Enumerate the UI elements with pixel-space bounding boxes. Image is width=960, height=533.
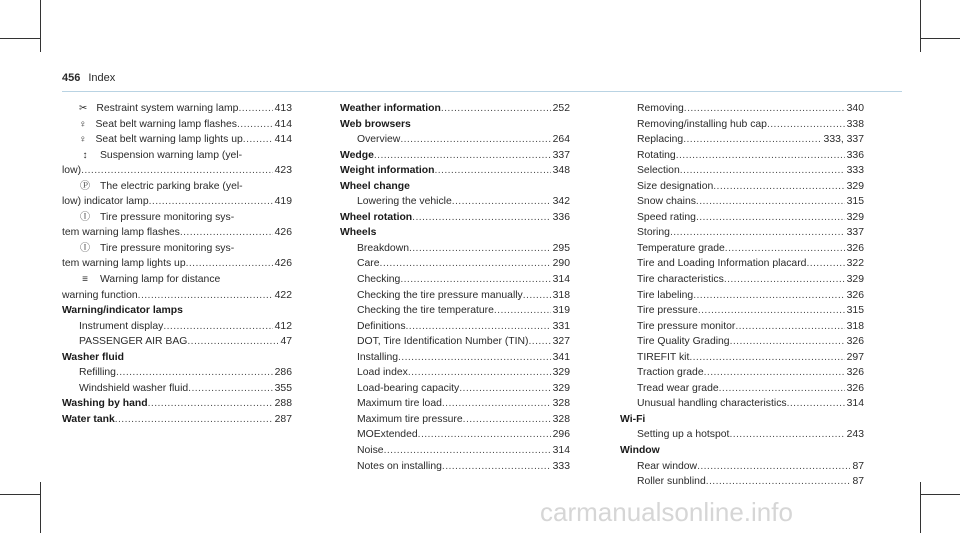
index-heading [62,396,292,412]
index-heading [340,163,570,179]
index-entry [62,148,292,164]
leader-dots [138,288,273,304]
entry-text: Warning lamp for distance [100,274,221,286]
parking-brake-icon: Ⓟ [80,180,90,192]
page-ref: 314 [552,274,570,286]
entry-text: Storing [637,227,670,239]
leader-dots [186,256,273,272]
entry-text: Maximum tire pressure [357,413,463,425]
entry-text: Tire characteristics [637,274,724,286]
index-entry [620,194,864,210]
page-ref: 329 [552,382,570,394]
page-ref: 326 [846,382,864,394]
page-ref: 322 [846,258,864,270]
leader-dots [713,179,844,195]
index-heading [340,148,570,164]
page-ref: 333 [846,165,864,177]
index-entry [62,163,292,179]
leader-dots [442,459,551,475]
page-ref: 326 [846,367,864,379]
page-ref: 314 [846,398,864,410]
page-ref: 348 [552,165,570,177]
leader-dots [730,334,845,350]
entry-text: Refilling [79,367,116,379]
page-ref: 328 [552,398,570,410]
index-heading [340,117,570,133]
index-entry [620,427,864,443]
entry-text: Lowering the vehicle [357,196,452,208]
leader-dots [149,194,273,210]
leader-dots [237,117,273,133]
tire-pressure-icon: Ⓘ [80,242,90,254]
page-ref: 314 [552,445,570,457]
leader-dots [434,163,550,179]
entry-text: Size designation [637,180,714,192]
index-entry [340,365,570,381]
index-entry [620,179,864,195]
leader-dots [441,101,551,117]
index-heading [340,101,570,117]
leader-dots [529,334,551,350]
index-entry [620,303,864,319]
leader-dots [684,101,845,117]
index-entry [340,256,570,272]
leader-dots [697,459,850,475]
leader-dots [408,365,551,381]
entry-text: Load-bearing capacity [357,382,460,394]
leader-dots [163,319,272,335]
page-ref: 423 [274,165,292,177]
leader-dots [409,241,551,257]
index-entry [340,396,570,412]
seat-belt-warning-icon: ♀ [79,134,87,146]
page-ref: 341 [552,351,570,363]
page-ref: 295 [552,242,570,254]
page-ref: 329 [846,274,864,286]
crop-mark [920,38,960,39]
entry-text: Snow chains [637,196,696,208]
leader-dots [243,132,273,148]
page-ref: 336 [846,149,864,161]
leader-dots [400,272,550,288]
crop-mark [0,494,40,495]
page-ref: 87 [852,476,864,488]
entry-text: Notes on installing [357,460,442,472]
page-ref: 419 [274,196,292,208]
entry-text: Rear window [637,460,698,472]
index-entry [62,256,292,272]
index-entry [620,288,864,304]
crop-mark [920,494,960,495]
entry-text: Wi-Fi [620,413,646,425]
entry-text: Wheel change [340,180,410,192]
page-ref: 328 [552,413,570,425]
entry-text: Tire pressure monitoring sys- [100,211,235,223]
leader-dots [696,194,845,210]
leader-dots [689,350,844,366]
index-entry [62,101,292,117]
index-heading [340,210,570,226]
index-entry [340,412,570,428]
entry-text: Removing [637,103,684,114]
index-entry [620,365,864,381]
entry-text: Tire and Loading Information placard [637,258,807,270]
entry-text: DOT, Tire Identification Number (TIN) [357,336,529,348]
leader-dots [463,412,551,428]
entry-text: Installing [357,351,399,363]
index-entry [62,241,292,257]
leader-dots [767,117,845,133]
index-entry [340,241,570,257]
suspension-warning-icon: ↕ [82,149,88,161]
index-entry [62,272,292,288]
index-heading [620,412,864,428]
leader-dots [523,288,551,304]
entry-text: Suspension warning lamp (yel- [100,149,243,161]
leader-dots [406,319,551,335]
page-ref: 426 [274,227,292,239]
page-ref: 318 [552,289,570,301]
entry-text: low) [62,165,82,177]
page-number: 456 [62,72,81,84]
index-entry [620,474,864,490]
entry-text: Seat belt warning lamp lights up [95,134,243,146]
entry-text: Checking the tire pressure manually [357,289,523,301]
leader-dots [494,303,551,319]
entry-text: Wheel rotation [340,211,413,223]
entry-text: Maximum tire load [357,398,442,410]
entry-text: Checking [357,274,401,286]
page-ref: 329 [846,211,864,223]
index-entry [620,132,864,148]
page-ref: 414 [274,118,292,130]
entry-text: Temperature grade [637,242,725,254]
leader-dots [459,381,550,397]
page-ref: 333, 337 [823,134,864,146]
crop-mark [40,0,41,52]
page-ref: 252 [552,103,570,114]
page-ref: 422 [274,289,292,301]
entry-text: Tire labeling [637,289,694,301]
entry-text: MOExtended [357,429,418,441]
leader-dots [724,272,845,288]
entry-text: Weight information [340,165,435,177]
leader-dots [188,381,273,397]
leader-dots [148,396,273,412]
watermark: carmanualsonline.info [540,497,793,527]
leader-dots [238,101,272,117]
entry-text: Definitions [357,320,406,332]
leader-dots [704,365,845,381]
leader-dots [400,132,550,148]
leader-dots [412,210,551,226]
leader-dots [706,474,851,490]
entry-text: Washer fluid [62,351,124,363]
entry-text: Removing/installing hub cap [637,118,767,130]
leader-dots [693,288,844,304]
index-entry [620,117,864,133]
page-ref: 331 [552,320,570,332]
entry-text: The electric parking brake (yel- [100,180,243,192]
entry-text: Web browsers [340,118,411,130]
leader-dots [187,334,278,350]
page-ref: 329 [846,180,864,192]
entry-text: Rotating [637,149,676,161]
entry-text: Instrument display [79,320,164,332]
section-title: Index [88,72,116,84]
leader-dots [418,427,551,443]
index-entry [620,459,864,475]
entry-text: Tire Quality Grading [637,336,730,348]
index-entry [620,319,864,335]
index-entry [340,194,570,210]
leader-dots [115,412,273,428]
entry-text: PASSENGER AIR BAG [79,336,188,348]
page-ref: 326 [846,242,864,254]
index-entry [340,319,570,335]
index-entry [62,117,292,133]
entry-text: Wedge [340,149,374,161]
leader-dots [696,210,845,226]
leader-dots [719,381,845,397]
page-ref: 338 [846,118,864,130]
distance-warning-icon: ≡ [82,274,88,286]
index-heading [62,412,292,428]
index-entry [620,256,864,272]
leader-dots [374,148,551,164]
index-heading [340,225,570,241]
header-rule [62,91,902,92]
index-heading [620,443,864,459]
entry-text: Traction grade [637,367,704,379]
entry-text: Wheels [340,227,377,239]
leader-dots [683,132,821,148]
leader-dots [735,319,844,335]
index-heading [62,303,292,319]
page-ref: 342 [552,196,570,208]
leader-dots [384,443,551,459]
page-ref: 288 [274,398,292,410]
index-entry [340,303,570,319]
entry-text: Unusual handling characteristics [637,398,787,410]
index-heading [340,179,570,195]
leader-dots [380,256,551,272]
index-column-2 [340,101,570,474]
index-entry [62,225,292,241]
page-ref: 329 [552,367,570,379]
page-ref: 318 [846,320,864,332]
index-entry [62,179,292,195]
entry-text: Care [357,258,380,270]
page-ref: 355 [274,382,292,394]
entry-text: Tire pressure monitoring sys- [100,242,235,254]
leader-dots [116,365,273,381]
page-ref: 286 [274,367,292,379]
page-ref: 414 [274,134,292,146]
entry-text: Breakdown [357,242,409,254]
page-ref: 333 [552,460,570,472]
index-entry [620,350,864,366]
index-entry [62,288,292,304]
index-entry [340,272,570,288]
entry-text: Tread wear grade [637,382,719,394]
entry-text: Warning/indicator lamps [62,305,183,317]
page-ref: 340 [846,103,864,114]
index-entry [62,194,292,210]
page-header [62,72,115,84]
index-entry [340,350,570,366]
page-ref: 426 [274,258,292,270]
index-entry [340,288,570,304]
tire-pressure-icon: Ⓘ [80,211,90,223]
leader-dots [680,163,845,179]
index-column-1 [62,101,292,427]
page-ref: 337 [846,227,864,239]
page-ref: 287 [274,413,292,425]
index-entry [62,210,292,226]
index-entry [620,241,864,257]
index-entry [620,334,864,350]
leader-dots [676,148,845,164]
page-ref: 264 [552,134,570,146]
page-ref: 326 [846,289,864,301]
index-entry [620,163,864,179]
entry-text: TIREFIT kit [637,351,690,363]
entry-text: Tire pressure monitor [637,320,736,332]
index-entry [340,459,570,475]
leader-dots [698,303,845,319]
page-ref: 336 [552,211,570,223]
index-entry [340,381,570,397]
entry-text: tem warning lamp flashes [62,227,180,239]
page-ref: 327 [552,336,570,348]
index-entry [340,427,570,443]
index-entry [340,443,570,459]
entry-text: Roller sunblind [637,476,706,488]
index-entry [340,132,570,148]
entry-text: Windshield washer fluid [79,382,189,394]
index-entry [340,334,570,350]
leader-dots [81,163,273,179]
index-entry [62,132,292,148]
page-ref: 296 [552,429,570,441]
entry-text: Weather information [340,103,441,114]
page-ref: 413 [274,103,292,114]
leader-dots [180,225,273,241]
entry-text: Checking the tire temperature [357,305,494,317]
crop-mark [0,38,40,39]
page-ref: 297 [846,351,864,363]
entry-text: Selection [637,165,680,177]
entry-text: Water tank [62,413,115,425]
page-ref: 319 [552,305,570,317]
index-heading [62,350,292,366]
index-entry [620,225,864,241]
entry-text: Overview [357,134,401,146]
index-entry [62,365,292,381]
leader-dots [452,194,551,210]
page-ref: 315 [846,196,864,208]
page-ref: 337 [552,149,570,161]
page-ref: 243 [846,429,864,441]
restraint-system-warning-icon: ✂ [79,103,88,114]
page-ref: 87 [852,460,864,472]
entry-text: Setting up a hotspot [637,429,730,441]
index-entry [620,396,864,412]
index-entry [62,319,292,335]
index-entry [620,272,864,288]
leader-dots [806,256,844,272]
seat-belt-warning-icon: ♀ [79,118,87,130]
entry-text: Speed rating [637,211,696,223]
page-ref: 412 [274,320,292,332]
index-entry [62,381,292,397]
index-entry [62,334,292,350]
crop-mark [920,482,921,533]
entry-text: low) indicator lamp [62,196,149,208]
leader-dots [729,427,844,443]
entry-text: Washing by hand [62,398,148,410]
page-ref: 290 [552,258,570,270]
index-entry [620,101,864,117]
page-ref: 47 [280,336,292,348]
entry-text: Noise [357,445,384,457]
entry-text: Window [620,445,660,457]
leader-dots [670,225,845,241]
crop-mark [920,0,921,52]
leader-dots [725,241,845,257]
entry-text: warning function [62,289,138,301]
entry-text: Load index [357,367,408,379]
index-entry [620,381,864,397]
leader-dots [442,396,551,412]
entry-text: Seat belt warning lamp flashes [95,118,238,130]
entry-text: Tire pressure [637,305,698,317]
page-ref: 326 [846,336,864,348]
crop-mark [40,482,41,533]
page-ref: 315 [846,305,864,317]
index-entry [620,210,864,226]
entry-text: Replacing [637,134,684,146]
entry-text: Restraint system warning lamp [96,103,239,114]
index-entry [620,148,864,164]
index-column-3 [620,101,864,490]
entry-text: tem warning lamp lights up [62,258,186,270]
leader-dots [787,396,845,412]
leader-dots [398,350,551,366]
